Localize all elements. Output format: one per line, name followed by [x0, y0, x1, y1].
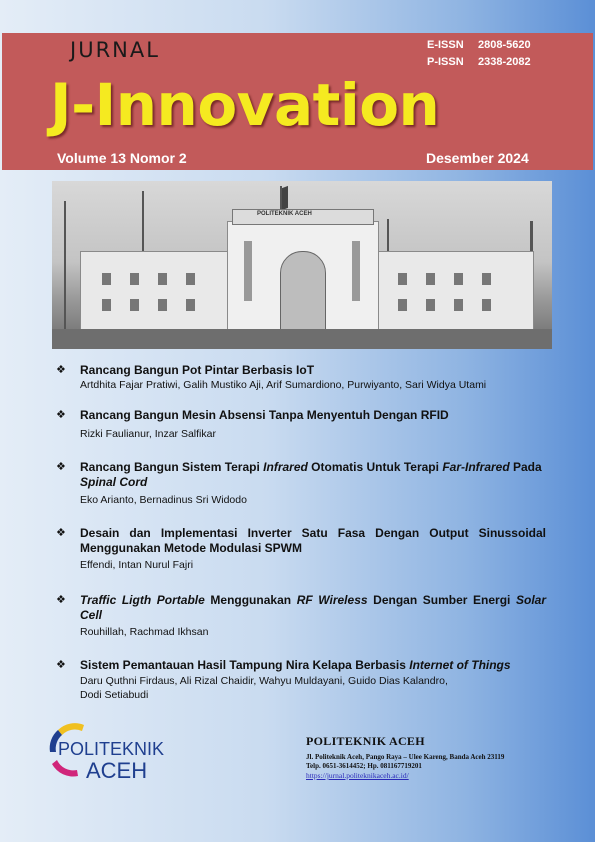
ground — [52, 329, 552, 349]
window — [158, 299, 167, 311]
window — [482, 299, 491, 311]
window — [454, 299, 463, 311]
building-right-wing — [364, 251, 534, 333]
article-authors — [80, 674, 546, 702]
building-sign: POLITEKNIK ACEH — [257, 211, 312, 217]
article-title[interactable] — [80, 363, 546, 378]
title-italic: Far-Infrared — [442, 460, 510, 474]
article-authors: Eko Arianto, Bernadinus Sri Widodo — [80, 494, 247, 506]
journal-website-link[interactable]: https://jurnal.politeknikaceh.ac.id/ — [306, 771, 409, 780]
publisher-name: POLITEKNIK ACEH — [306, 734, 425, 748]
window — [398, 273, 407, 285]
title-italic: RF Wireless — [296, 593, 368, 607]
volume-number: Volume 13 Nomor 2 — [57, 150, 187, 166]
window — [454, 273, 463, 285]
title-text: Rancang Bangun Mesin Absensi Tanpa Menyentuh Dengan RFID — [80, 408, 449, 422]
logo-arc-yellow — [58, 723, 84, 735]
article-title[interactable] — [80, 408, 546, 423]
issue-date: Desember 2024 — [426, 150, 529, 166]
diamond-bullet-icon: ❖ — [56, 460, 66, 473]
column — [244, 241, 252, 301]
article-title[interactable] — [80, 526, 546, 556]
window — [102, 273, 111, 285]
politeknik-aceh-logo — [44, 722, 184, 784]
article-authors: Effendi, Intan Nurul Fajri — [80, 559, 194, 571]
e-issn — [427, 39, 531, 51]
campus-building-photo — [52, 181, 552, 349]
column — [352, 241, 360, 301]
article-title[interactable] — [80, 460, 546, 490]
window — [130, 299, 139, 311]
publisher-footer — [306, 734, 576, 781]
diamond-bullet-icon: ❖ — [56, 526, 66, 539]
logo-arc-magenta — [52, 760, 78, 777]
window — [426, 299, 435, 311]
e-issn-value: 2808-5620 — [478, 39, 531, 51]
article-title[interactable] — [80, 658, 546, 673]
article-authors: Rizki Faulianur, Inzar Salfikar — [80, 428, 216, 440]
title-text: Menggunakan — [204, 593, 297, 607]
article-authors: Artdhita Fajar Pratiwi, Galih Mustiko Aji, Arif Sumardiono, Purwiyanto, Sari Widya Utami — [80, 379, 487, 391]
title-text: Sistem Pemantauan Hasil Tampung Nira Kelapa Berbasis — [80, 658, 410, 672]
diamond-bullet-icon: ❖ — [56, 658, 66, 671]
publisher-address: Jl. Politeknik Aceh, Pango Raya – Ulee Kareng, Banda Aceh 23119 — [306, 753, 505, 761]
title-text: Desain dan Implementasi Inverter Satu Fasa Dengan Output Sinussoidal Menggunakan Metode Modulasi SPWM — [80, 526, 546, 555]
title-italic: Internet of Things — [409, 658, 511, 672]
flag — [282, 186, 288, 210]
title-italic: Infrared — [263, 460, 308, 474]
window — [186, 273, 195, 285]
window — [398, 299, 407, 311]
publisher-phone: Telp. 0651-3614452; Hp. 081167719201 — [306, 762, 422, 770]
window — [186, 299, 195, 311]
title-text: Rancang Bangun Pot Pintar Berbasis IoT — [80, 363, 315, 377]
journal-title: J-Innovation — [50, 71, 440, 139]
authors-line: Dodi Setiabudi — [80, 689, 149, 701]
building-left-wing — [80, 251, 242, 333]
title-italic: Spinal Cord — [80, 475, 148, 489]
title-text: Dengan Sumber Energi — [367, 593, 516, 607]
window — [426, 273, 435, 285]
title-italic: Solar Cell — [80, 593, 547, 622]
title-italic: Traffic Ligth Portable — [80, 593, 205, 607]
title-text: Rancang Bangun Sistem Terapi — [80, 460, 264, 474]
building-gate-arch — [280, 251, 326, 335]
logo-text-aceh: ACEH — [86, 758, 148, 783]
title-text: Otomatis Untuk Terapi — [307, 460, 443, 474]
lamp-pole — [64, 201, 66, 331]
diamond-bullet-icon: ❖ — [56, 363, 66, 376]
title-text: Pada — [509, 460, 542, 474]
jurnal-label: JURNAL — [70, 38, 160, 62]
p-issn-value: 2338-2082 — [478, 56, 531, 68]
authors-line: Daru Quthni Firdaus, Ali Rizal Chaidir, Wahyu Muldayani, Guido Dias Kalandro, — [80, 675, 448, 687]
e-issn-label: E-ISSN — [427, 39, 464, 51]
p-issn — [427, 56, 531, 68]
article-title[interactable] — [80, 593, 546, 623]
window — [158, 273, 167, 285]
diamond-bullet-icon: ❖ — [56, 408, 66, 421]
window — [482, 273, 491, 285]
p-issn-label: P-ISSN — [427, 56, 464, 68]
logo-text-politeknik: POLITEKNIK — [58, 739, 165, 759]
article-authors: Rouhillah, Rachmad Ikhsan — [80, 626, 209, 638]
window — [102, 299, 111, 311]
window — [130, 273, 139, 285]
diamond-bullet-icon: ❖ — [56, 593, 66, 606]
